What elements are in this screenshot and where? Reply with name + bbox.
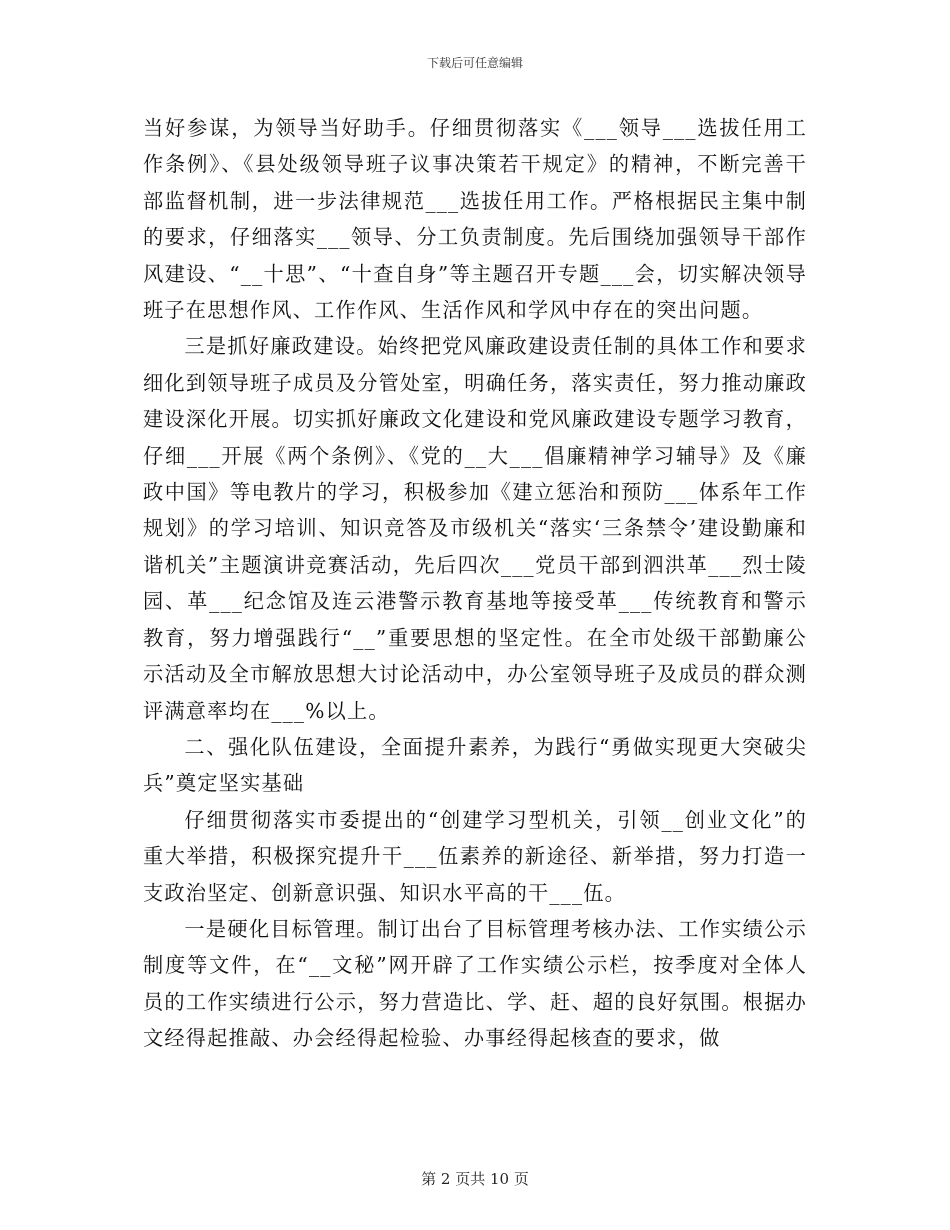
paragraph-continuation: 当好参谋，为领导当好助手。仔细贯彻落实《___领导___选拔任用工作条例》、《县处级领导班子议事决策若干规定》的精神，不断完善干部监督机制，进一步法律规范___选拔任用工作。严格根据民主集中制的要求，仔细落实___领导、分工负责制度。先后围绕加强领导干部作风建设、“__十思”、“十查自身”等主题召开专题___会，切实解决领导班子在思想作风、工作作风、生活作风和学风中存在的突出问题。 bbox=[143, 116, 807, 323]
paragraph-target-management: 一是硬化目标管理。制订出台了目标管理考核办法、工作实绩公示制度等文件，在“__文秘”网开辟了工作实绩公示栏，按季度对全体人员的工作实绩进行公示，努力营造比、学、赶、超的良好氛围。根据办文经得起推敲、办会经得起检验、办事经得起核查的要求，做 bbox=[143, 916, 807, 1051]
document-body bbox=[143, 110, 807, 1057]
page-header: 下载后可任意编辑 bbox=[426, 56, 523, 70]
paragraph-clean-government: 三是抓好廉政建设。始终把党风廉政建设责任制的具体工作和要求细化到领导班子成员及分管处室，明确任务，落实责任，努力推动廉政建设深化开展。切实抓好廉政文化建设和党风廉政建设专题学习教育，仔细___开展《两个条例》、《党的__大___倡廉精神学习辅导》及《廉政中国》等电教片的学习，积极参加《建立惩治和预防___体系年工作规划》的学习培训、知识竞答及市级机关“落实‘三条禁令’建设勤廉和谐机关”主题演讲竞赛活动，先后四次___党员干部到泗洪革___烈士陵园、革___纪念馆及连云港警示教育基地等接受革___传统教育和警示教育，努力增强践行“__”重要思想的坚定性。在全市处级干部勤廉公示活动及全市解放思想大讨论活动中，办公室领导班子及成员的群众测评满意率均在___%以上。 bbox=[143, 334, 807, 723]
section-heading-team-building: 二、强化队伍建设，全面提升素养，为践行“勇做实现更大突破尖兵”奠定坚实基础 bbox=[143, 734, 807, 796]
paragraph-learning-organization: 仔细贯彻落实市委提出的“创建学习型机关，引领__创业文化”的重大举措，积极探究提升干___伍素养的新途径、新举措，努力打造一支政治坚定、创新意识强、知识水平高的干___伍。 bbox=[143, 807, 807, 905]
page-footer: 第 2 页共 10 页 bbox=[421, 1170, 529, 1188]
